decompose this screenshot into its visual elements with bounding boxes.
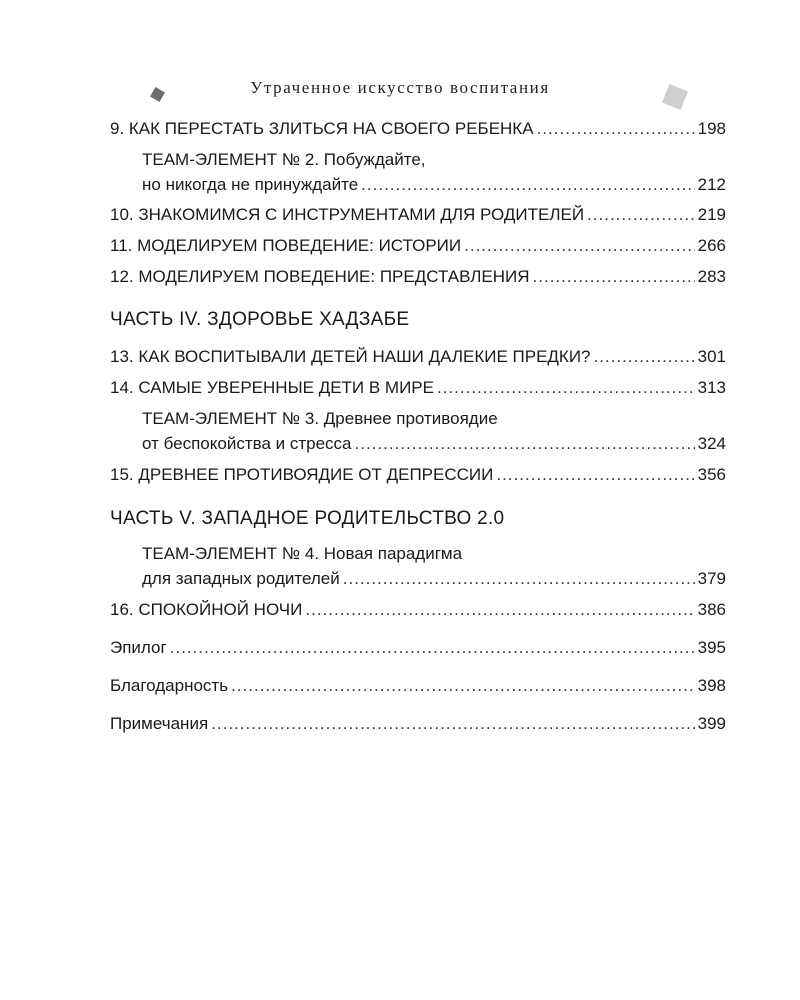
toc-entry-title: 11. МОДЕЛИРУЕМ ПОВЕДЕНИЕ: ИСТОРИИ — [110, 236, 462, 255]
toc-entry-page: 386 — [697, 600, 726, 619]
toc-entry-title: Примечания — [110, 714, 209, 733]
dot-leader — [343, 568, 695, 590]
dot-leader — [211, 713, 694, 735]
toc-entry-chapter-12 — [110, 266, 726, 288]
toc-entry-title: 13. КАК ВОСПИТЫВАЛИ ДЕТЕЙ НАШИ ДАЛЕКИЕ ПРЕДКИ? — [110, 347, 591, 366]
toc-entry-page: 198 — [697, 119, 726, 138]
dot-leader — [496, 464, 694, 486]
toc-entry-title: для западных родителей — [142, 569, 340, 588]
dot-leader — [587, 204, 695, 226]
toc-part-heading-5: ЧАСТЬ V. ЗАПАДНОЕ РОДИТЕЛЬСТВО 2.0 — [110, 508, 505, 529]
toc-entry-title: 9. КАК ПЕРЕСТАТЬ ЗЛИТЬСЯ НА СВОЕГО РЕБЕНКА — [110, 119, 534, 138]
toc-entry-page: 219 — [697, 205, 726, 224]
toc-entry-title: 10. ЗНАКОМИМСЯ С ИНСТРУМЕНТАМИ ДЛЯ РОДИТЕЛЕЙ — [110, 205, 585, 224]
toc-team-element-3-line1: TEAM-ЭЛЕМЕНТ № 3. Древнее противоядие — [142, 409, 498, 428]
toc-entry-chapter-14 — [110, 377, 726, 399]
toc-entry-acknowledgments — [110, 675, 726, 697]
toc-entry-page: 283 — [697, 267, 726, 286]
toc-entry-page: 266 — [697, 236, 726, 255]
dot-leader — [537, 118, 695, 140]
toc-entry-chapter-13 — [110, 346, 726, 368]
toc-entry-page: 324 — [697, 434, 726, 453]
dot-leader — [231, 675, 695, 697]
dot-leader — [464, 235, 695, 257]
dot-leader — [594, 346, 695, 368]
dot-leader — [170, 637, 695, 659]
toc-entry-page: 212 — [697, 175, 726, 194]
toc-entry-title: 16. СПОКОЙНОЙ НОЧИ — [110, 600, 303, 619]
dot-leader — [437, 377, 695, 399]
toc-entry-page: 399 — [697, 714, 726, 733]
toc-part-heading-4: ЧАСТЬ IV. ЗДОРОВЬЕ ХАДЗАБЕ — [110, 309, 410, 330]
toc-entry-title: от беспокойства и стресса — [142, 434, 352, 453]
running-title: Утраченное искусство воспитания — [250, 78, 550, 97]
toc-team-element-2-line1: TEAM-ЭЛЕМЕНТ № 2. Побуждайте, — [142, 150, 426, 169]
toc-entry-page: 301 — [697, 347, 726, 366]
toc-entry-page: 395 — [697, 638, 726, 657]
toc-entry-title: 15. ДРЕВНЕЕ ПРОТИВОЯДИЕ ОТ ДЕПРЕССИИ — [110, 465, 494, 484]
toc-entry-notes — [110, 713, 726, 735]
dot-leader — [533, 266, 695, 288]
toc-entry-page: 379 — [697, 569, 726, 588]
toc-entry-title: Благодарность — [110, 676, 229, 695]
dot-leader — [355, 433, 695, 455]
dot-leader — [361, 174, 694, 196]
toc-team-element-4-line1: TEAM-ЭЛЕМЕНТ № 4. Новая парадигма — [142, 544, 463, 563]
toc-entry-chapter-9 — [110, 118, 726, 140]
toc-entry-page: 313 — [697, 378, 726, 397]
toc-entry-page: 356 — [697, 465, 726, 484]
toc-entry-epilogue — [110, 637, 726, 659]
toc-entry-title: 14. САМЫЕ УВЕРЕННЫЕ ДЕТИ В МИРЕ — [110, 378, 434, 397]
table-of-contents — [110, 118, 726, 735]
dot-leader — [305, 599, 694, 621]
toc-entry-team-element-3 — [110, 433, 726, 455]
toc-entry-chapter-15 — [110, 464, 726, 486]
toc-entry-title: но никогда не принуждайте — [142, 175, 359, 194]
toc-entry-chapter-11 — [110, 235, 726, 257]
toc-entry-team-element-2 — [110, 174, 726, 196]
toc-entry-title: 12. МОДЕЛИРУЕМ ПОВЕДЕНИЕ: ПРЕДСТАВЛЕНИЯ — [110, 267, 530, 286]
toc-entry-chapter-16 — [110, 599, 726, 621]
toc-entry-team-element-4 — [110, 568, 726, 590]
toc-entry-chapter-10 — [110, 204, 726, 226]
toc-entry-title: Эпилог — [110, 638, 167, 657]
toc-entry-page: 398 — [697, 676, 726, 695]
